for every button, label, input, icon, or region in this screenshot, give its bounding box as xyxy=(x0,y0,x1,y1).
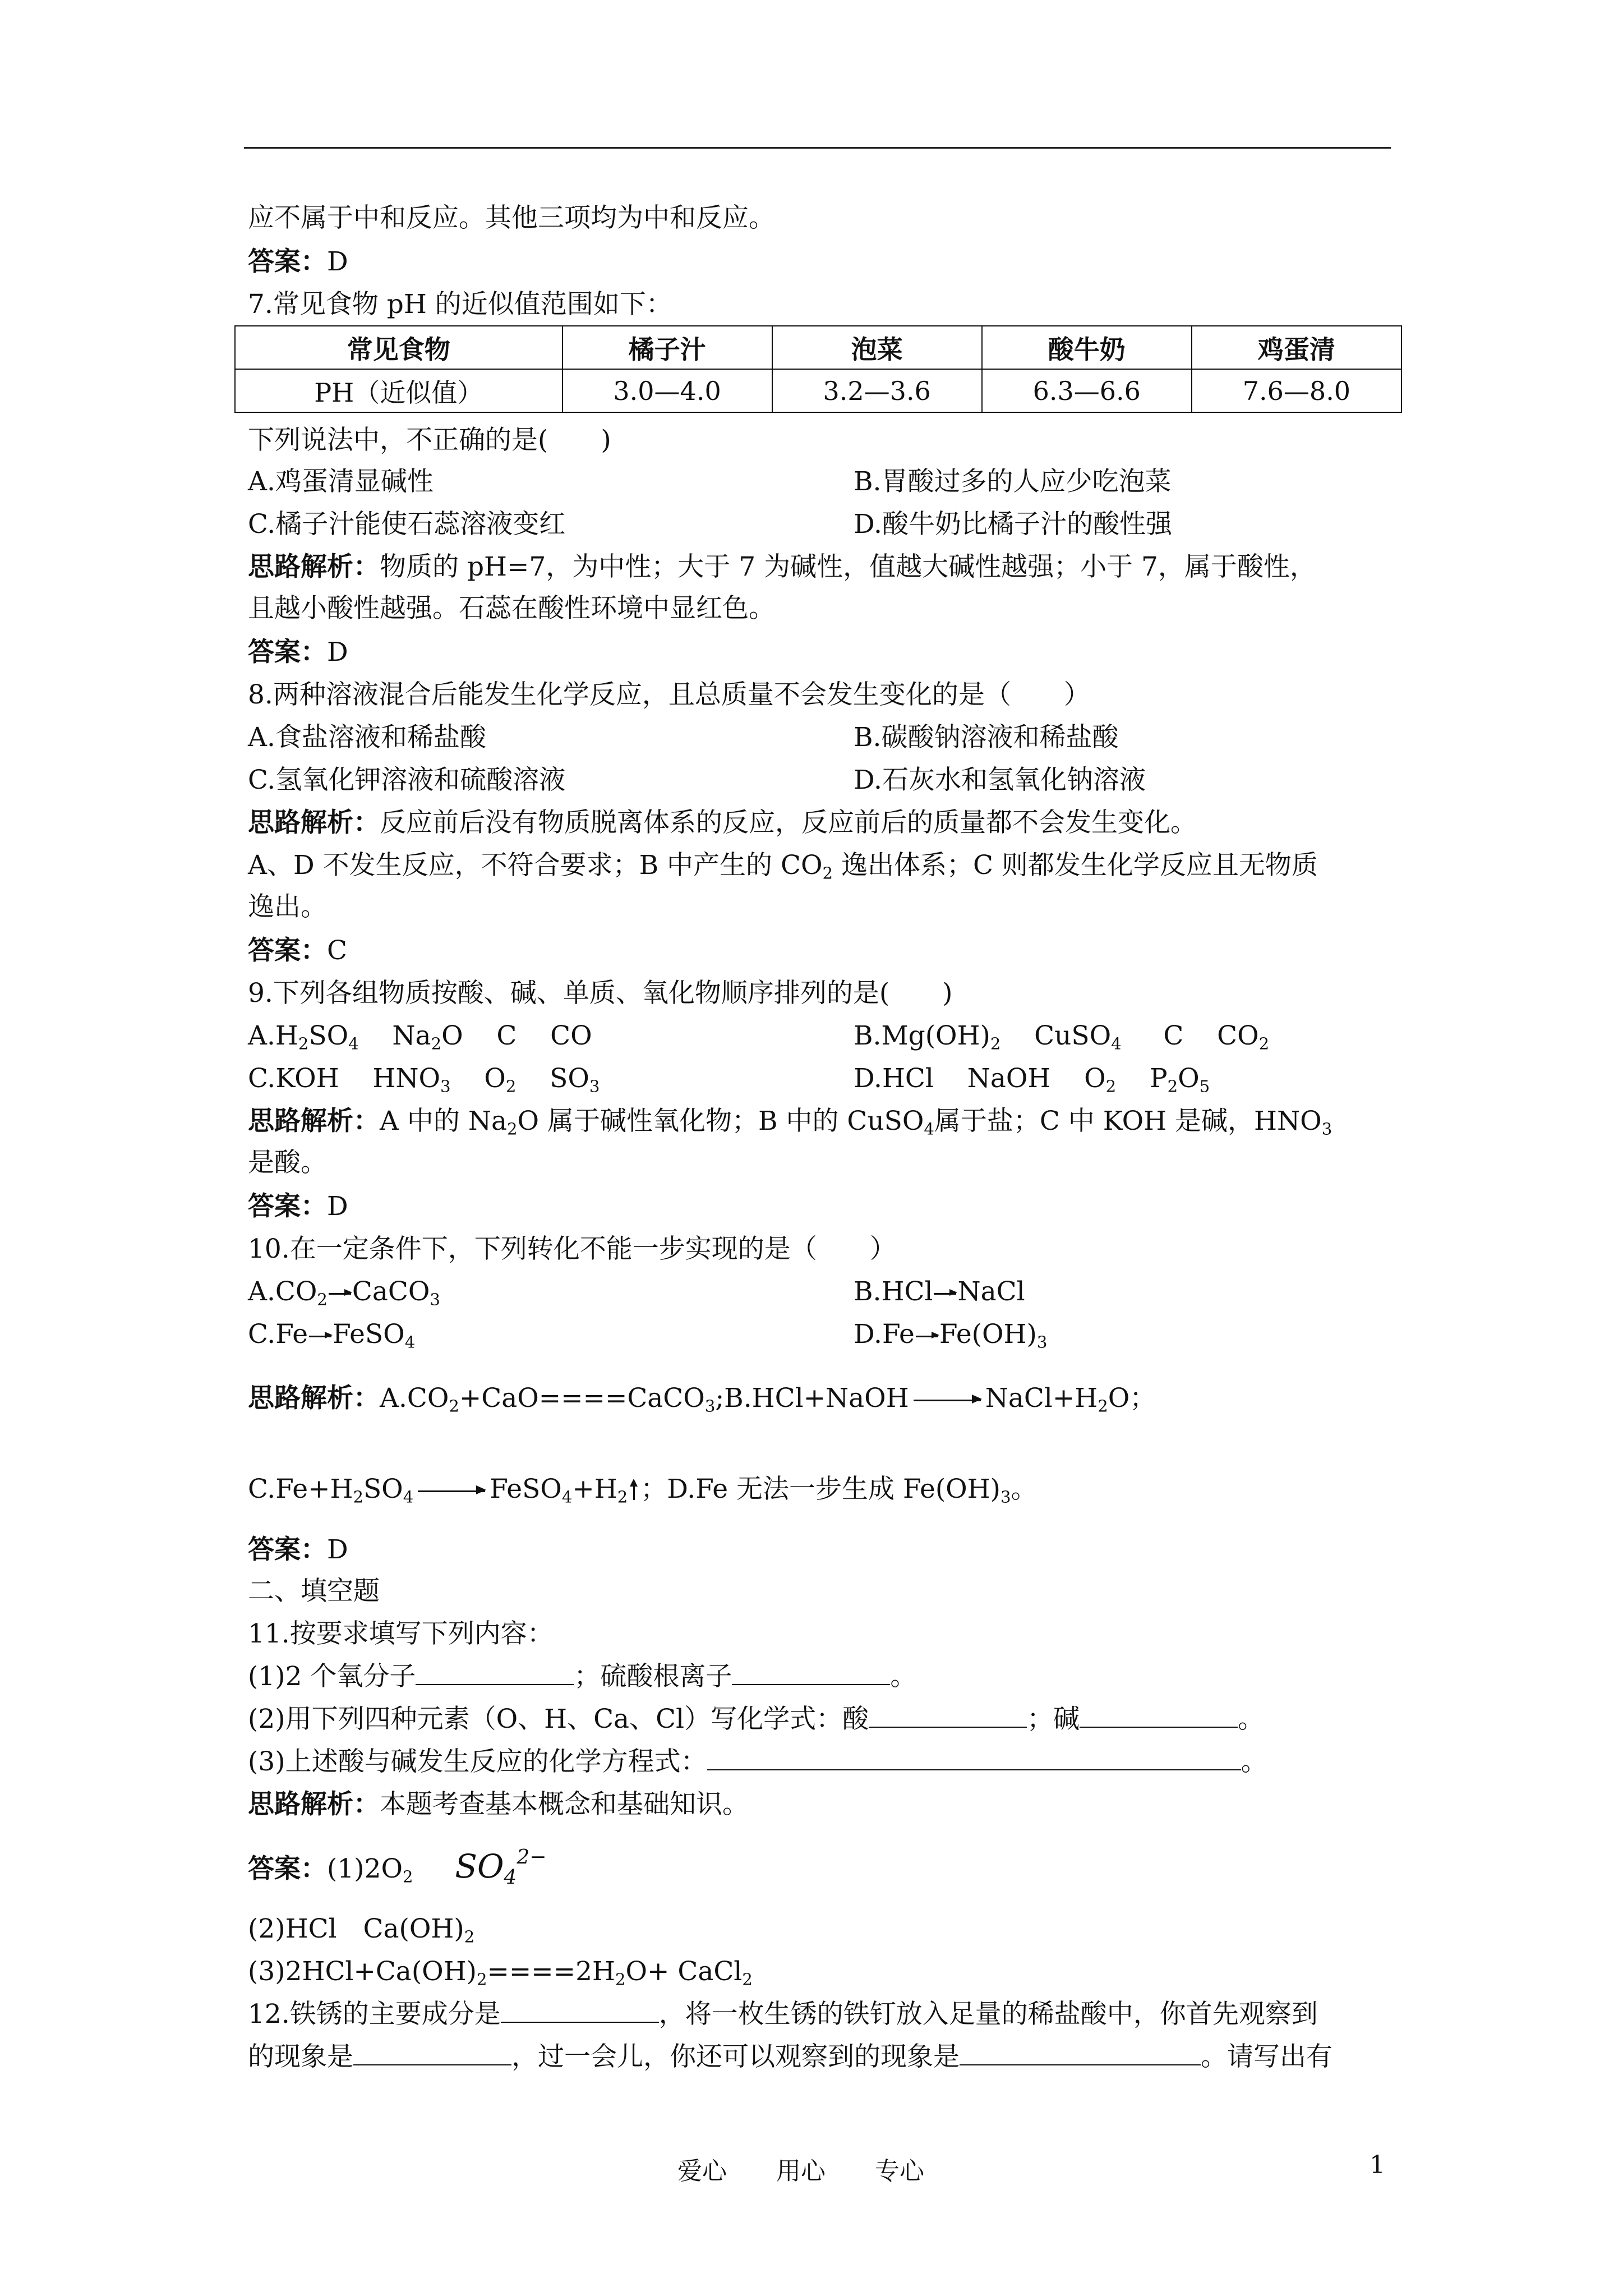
option-a: $A.H_2SO_4$ $Na_2O$ C CO xyxy=(248,1020,592,1053)
answer-blank[interactable] xyxy=(732,1663,890,1685)
option-a: A.鸡蛋清显碱性 xyxy=(248,466,434,497)
question-11-part-2: (2)用下列四种元素（O、H、Ca、Cl）写化学式：酸 ；碱 。 xyxy=(248,1704,1265,1734)
header-rule xyxy=(244,147,1391,149)
table-cell: PH（近似值） xyxy=(235,369,562,412)
option-d: D.HCl NaOH $O_2$ $P_2O_5$ xyxy=(854,1063,1210,1096)
option-c: C.KOH $HNO_3$ $O_2$ $SO_3$ xyxy=(248,1063,600,1096)
question-12: 的现象是 ，过一会儿，你还可以观察到的现象是 。请写出有 xyxy=(248,2041,1332,2072)
question-11-part-3: (3)上述酸与碱发生反应的化学方程式： 。 xyxy=(248,1746,1267,1777)
table-header-row xyxy=(235,326,1401,369)
analysis-line: 思路解析：A 中的 $Na_2O$ 属于碱性氧化物；B 中的 CuSO$_4$属于盐；C 中 KOH 是碱，$HNO_3$ xyxy=(248,1106,1332,1139)
option-c: C.Fe FeSO$_4$ xyxy=(248,1319,416,1352)
question-9: 9.下列各组物质按酸、碱、单质、氧化物顺序排列的是( ) xyxy=(248,978,953,1009)
option-a: $A.CO_2$ CaCO$_3$ xyxy=(248,1276,440,1309)
question-11-part-1: (1)2 个氧分子 ；硫酸根离子 。 xyxy=(248,1661,917,1692)
option-a: A.食盐溶液和稀盐酸 xyxy=(248,722,486,753)
answer-line: 答案：D xyxy=(248,246,348,277)
analysis-line: 思路解析：物质的 pH=7，为中性；大于 7 为碱性，值越大碱性越强；小于 7，属于酸性， xyxy=(248,551,1316,582)
option-b: B.HCl NaCl xyxy=(854,1276,1025,1307)
table-cell: 3.2—3.6 xyxy=(772,369,982,412)
answer-line: 答案：D xyxy=(248,1191,348,1222)
footer-motto: 爱心 用心 专心 xyxy=(677,2157,924,2185)
answer-blank[interactable] xyxy=(416,1663,574,1685)
option-d: D.Fe $Fe(OH)_3$ xyxy=(854,1319,1048,1352)
answer-blank[interactable] xyxy=(869,1705,1027,1728)
text-line: 应不属于中和反应。其他三项均为中和反应。 xyxy=(248,203,775,233)
option-b: B.碳酸钠溶液和稀盐酸 xyxy=(854,722,1119,753)
answer-blank[interactable] xyxy=(960,2043,1201,2065)
answer-line: (2)HCl $Ca(OH)_2$ xyxy=(248,1913,475,1947)
answer-blank[interactable] xyxy=(353,2043,511,2065)
food-ph-table xyxy=(234,325,1402,413)
table-header-cell: 橘子汁 xyxy=(562,326,772,369)
option-c: C.橘子汁能使石蕊溶液变红 xyxy=(248,509,566,540)
answer-line: 答案：D xyxy=(248,1534,348,1565)
analysis-line: 思路解析：反应前后没有物质脱离体系的反应，反应前后的质量都不会发生变化。 xyxy=(248,807,1197,838)
sulfate-ion-formula: $SO_4^{2-}$ xyxy=(455,1845,547,1889)
question-10: 10.在一定条件下，下列转化不能一步实现的是（ ） xyxy=(248,1234,896,1264)
answer-line: 答案：$(1)2O_2$ $SO_4^{2-}$ xyxy=(248,1845,547,1889)
table-header-cell: 泡菜 xyxy=(772,326,982,369)
table-cell: 6.3—6.6 xyxy=(982,369,1192,412)
analysis-line: 且越小酸性越强。石蕊在酸性环境中显红色。 xyxy=(248,593,775,624)
option-b: $B.Mg(OH)_2$ CuSO$_4$ C $CO_2$ xyxy=(854,1020,1270,1053)
question-12: 12.铁锈的主要成分是 ，将一枚生锈的铁钉放入足量的稀盐酸中，你首先观察到 xyxy=(248,1999,1318,2030)
answer-blank[interactable] xyxy=(501,2000,659,2023)
option-c: C.氢氧化钾溶液和硫酸溶液 xyxy=(248,765,566,795)
answer-line: $(3)2HCl+Ca(OH)_2====2H_2O+$ CaCl$_2$ xyxy=(248,1956,753,1989)
table-cell: 7.6—8.0 xyxy=(1192,369,1401,412)
table-cell: 3.0—4.0 xyxy=(562,369,772,412)
analysis-line: 逸出。 xyxy=(248,891,327,922)
table-header-cell: 鸡蛋清 xyxy=(1192,326,1401,369)
answer-blank[interactable] xyxy=(1080,1705,1238,1728)
section-title: 二、填空题 xyxy=(248,1576,380,1607)
answer-line: 答案：D xyxy=(248,637,348,668)
analysis-line: A、D 不发生反应，不符合要求；B 中产生的 $CO_2$ 逸出体系；C 则都发生化学反应且无物质 xyxy=(248,850,1318,883)
answer-blank[interactable] xyxy=(707,1748,1241,1770)
table-header-cell: 酸牛奶 xyxy=(982,326,1192,369)
question-8: 8.两种溶液混合后能发生化学反应，且总质量不会发生变化的是（ ） xyxy=(248,679,1090,710)
analysis-line: $C.Fe+H_2SO_4$ $FeSO_4+H_2$ ；D.Fe 无法一步生成 $Fe(OH)_3$。 xyxy=(248,1474,1038,1507)
question-7: 7.常见食物 pH 的近似值范围如下： xyxy=(248,289,672,320)
question-11: 11.按要求填写下列内容： xyxy=(248,1618,554,1649)
answer-line: 答案：C xyxy=(248,935,347,966)
page-number: 1 xyxy=(1370,2151,1385,2179)
analysis-line: 是酸。 xyxy=(248,1147,327,1178)
option-b: B.胃酸过多的人应少吃泡菜 xyxy=(854,466,1172,497)
question-prompt: 下列说法中，不正确的是( ) xyxy=(248,425,611,455)
analysis-line: 思路解析：$A.CO_2+CaO====CaCO_3;B.HCl+NaOH$ $NaCl+H_2O$； xyxy=(248,1383,1156,1416)
option-d: D.酸牛奶比橘子汁的酸性强 xyxy=(854,509,1172,540)
table-row xyxy=(235,369,1401,412)
option-d: D.石灰水和氢氧化钠溶液 xyxy=(854,765,1146,795)
table-header-cell: 常见食物 xyxy=(235,326,562,369)
analysis-line: 思路解析：本题考查基本概念和基础知识。 xyxy=(248,1789,749,1820)
